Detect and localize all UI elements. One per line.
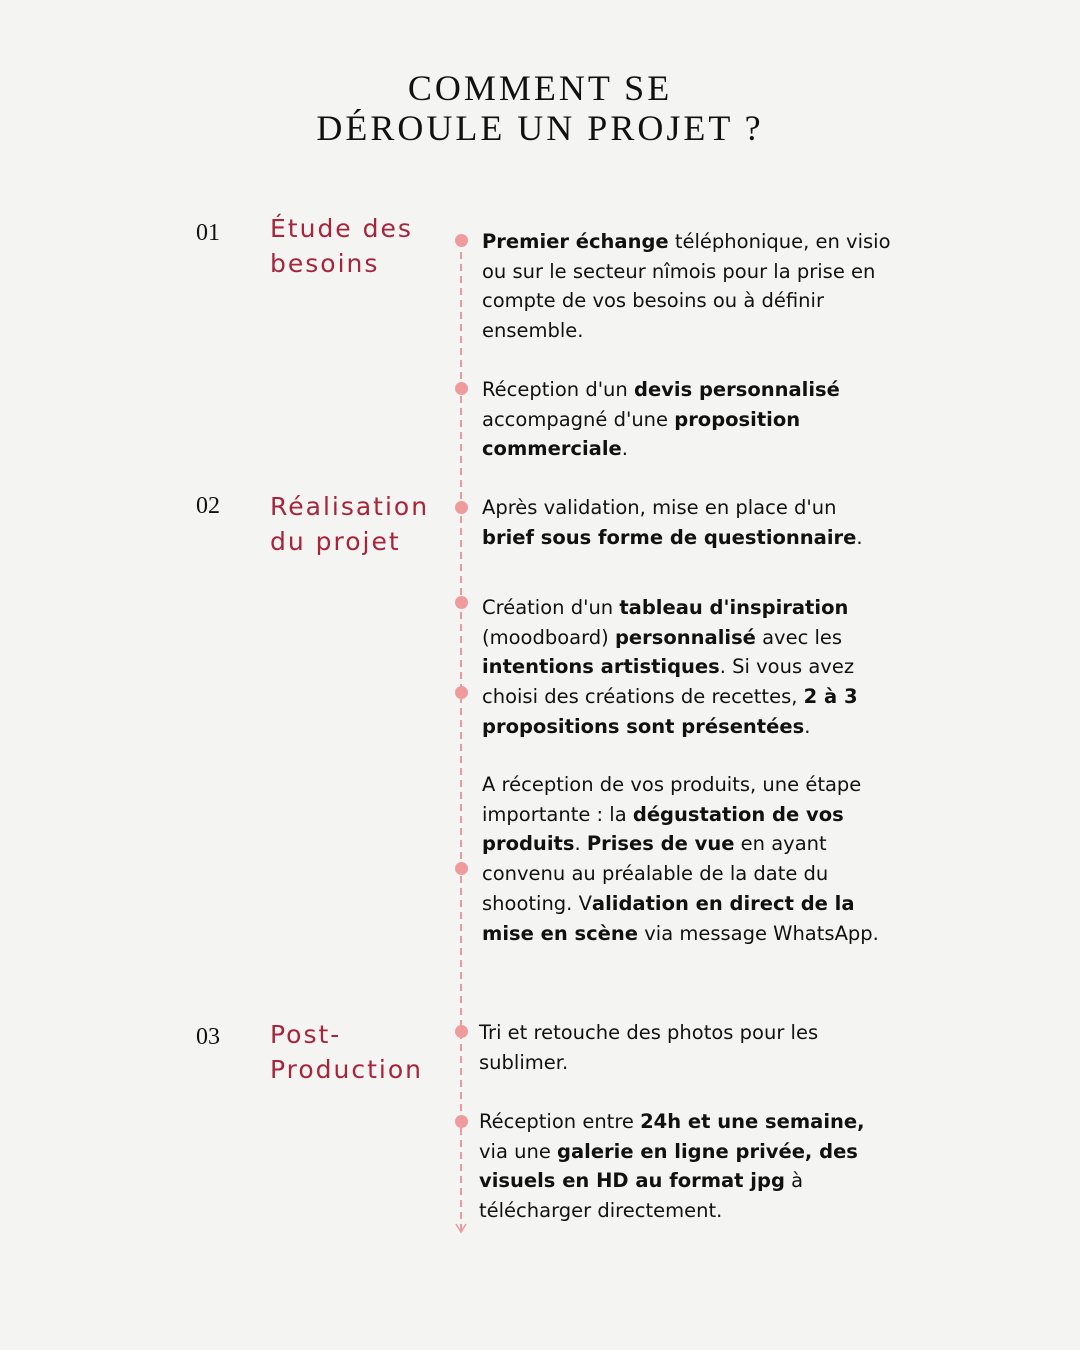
step-text	[479, 1107, 884, 1226]
text-run: Tri et retouche des photos pour les sublimer.	[479, 1021, 819, 1074]
phase-label-1	[270, 211, 440, 281]
phase-number-1: 01	[196, 220, 220, 246]
step-text	[479, 1018, 839, 1077]
phase-label-3-line-2: Production	[270, 1055, 424, 1084]
text-run: accompagné d'une	[482, 407, 675, 431]
timeline-dot	[455, 1115, 468, 1128]
bold-text-run: devis personnalisé	[633, 378, 840, 401]
text-run: .	[574, 832, 587, 856]
text-run: . Si vous avez choisi des créations de recettes,	[482, 655, 855, 709]
phase-label-1-line-2: besoins	[270, 249, 380, 278]
text-run: via message WhatsApp.	[638, 921, 879, 945]
step-text	[482, 493, 892, 552]
text-run: en ayant convenu au préalable de la date du shooting. V	[482, 832, 829, 915]
bold-text-run: tableau d'inspiration	[619, 596, 849, 619]
bold-text-run: 24h et une semaine,	[640, 1110, 865, 1133]
timeline-dot	[455, 501, 468, 514]
phase-label-1-line-1: Étude des	[270, 214, 413, 243]
phase-label-2-line-1: Réalisation	[270, 492, 430, 521]
title-line-1: COMMENT SE	[407, 68, 673, 108]
bold-text-run: alidation en direct de la mise en scène	[482, 891, 855, 945]
step-text	[482, 375, 892, 464]
timeline-dot	[455, 596, 468, 609]
text-run: à télécharger directement.	[479, 1169, 804, 1223]
text-run: Réception d'un	[482, 378, 634, 401]
text-run: .	[804, 714, 811, 738]
phase-number-2: 02	[196, 493, 220, 519]
text-run: avec les	[755, 625, 843, 649]
bold-text-run: personnalisé	[614, 625, 756, 649]
text-run: .	[856, 525, 863, 549]
step-text	[482, 770, 887, 948]
timeline-dot	[455, 234, 468, 247]
bold-text-run: intentions artistiques	[482, 655, 720, 679]
phase-label-3	[270, 1017, 440, 1087]
step-text	[482, 593, 892, 742]
page-title	[0, 68, 1080, 148]
bold-text-run: Premier échange	[482, 230, 669, 253]
text-run: Création d'un	[482, 596, 620, 619]
bold-text-run: galerie en ligne privée, des visuels en HD au format jpg	[479, 1139, 858, 1193]
bold-text-run: brief sous forme de questionnaire	[482, 525, 857, 549]
bold-text-run: 2 à 3 propositions sont présentées	[482, 685, 858, 738]
text-run: Après validation, mise en place d'un	[482, 496, 837, 519]
bold-text-run: proposition commerciale	[482, 407, 801, 461]
phase-number-3: 03	[196, 1024, 220, 1050]
text-run: A réception de vos produits, une étape importante : la	[482, 773, 862, 826]
text-run: (moodboard)	[482, 625, 615, 649]
timeline-dot	[455, 1025, 468, 1038]
bold-text-run: dégustation de vos produits	[482, 802, 844, 856]
timeline-dot	[455, 862, 468, 875]
title-line-2: DÉROULE UN PROJET ?	[316, 108, 764, 148]
arrow-down-icon	[454, 1222, 468, 1234]
text-run: téléphonique, en visio ou sur le secteur nîmois pour la prise en compte de vos besoins ou à définir ensemble.	[482, 230, 891, 343]
phase-label-3-line-1: Post-	[270, 1020, 342, 1049]
step-text	[482, 227, 892, 346]
phase-label-2	[270, 489, 440, 559]
timeline-dot	[455, 382, 468, 395]
text-run: via une	[479, 1139, 558, 1163]
text-run: .	[621, 437, 628, 461]
bold-text-run: Prises de vue	[586, 832, 735, 856]
text-run: Réception entre	[479, 1110, 641, 1133]
phase-label-2-line-2: du projet	[270, 527, 401, 556]
timeline-dot	[455, 686, 468, 699]
